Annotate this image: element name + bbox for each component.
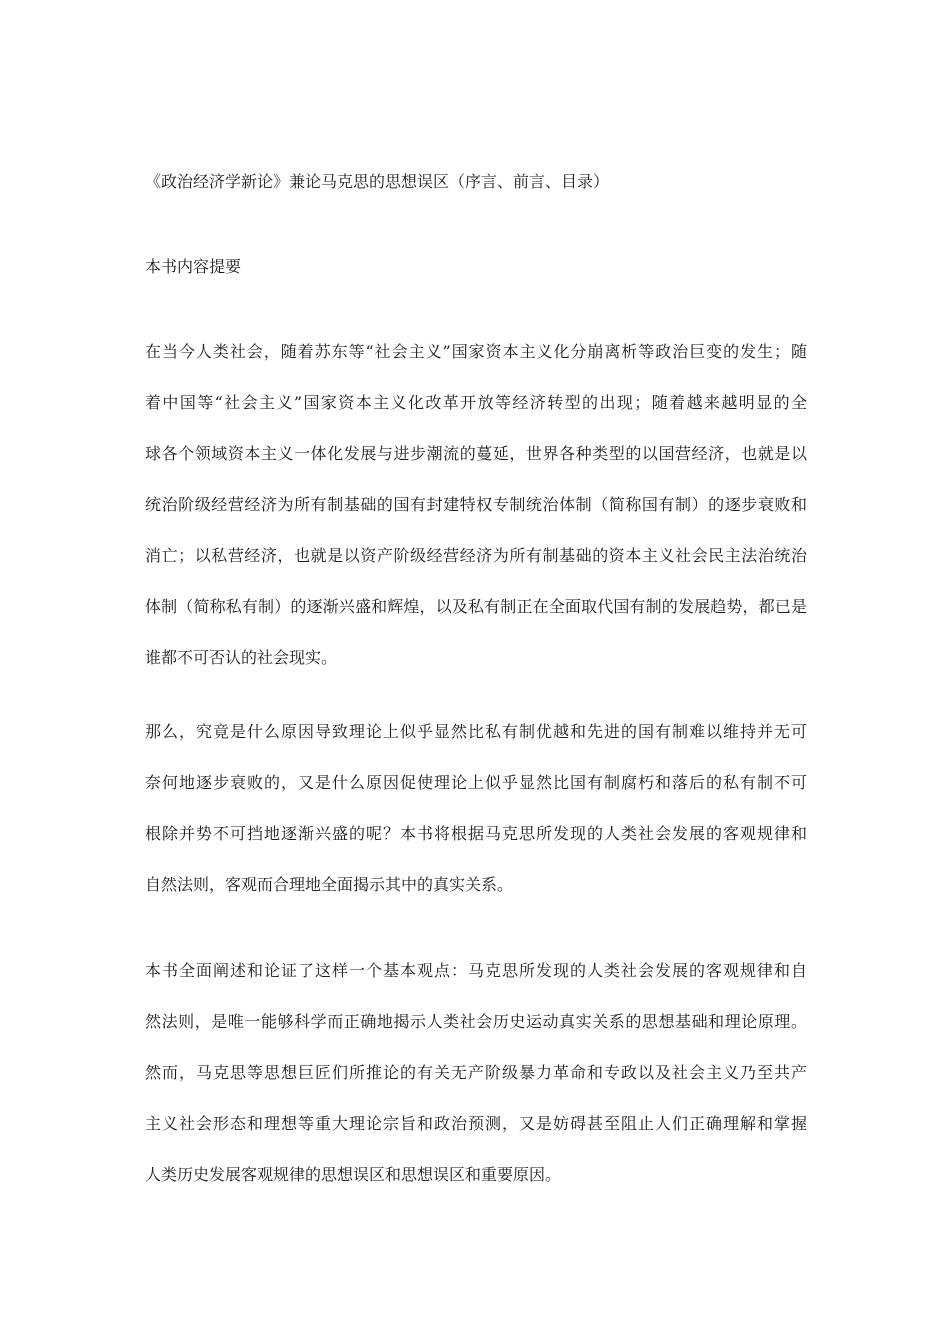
paragraph-line: 体制（简称私有制）的逐渐兴盛和辉煌，以及私有制正在全面取代国有制的发展趋势，都已是	[145, 597, 807, 616]
paragraph-line: 本书全面阐述和论证了这样一个基本观点：马克思所发现的人类社会发展的客观规律和自	[145, 961, 807, 980]
paragraph-line: 消亡；以私营经济，也就是以资产阶级经营经济为所有制基础的资本主义社会民主法治统治	[145, 546, 807, 565]
document-title: 《政治经济学新论》兼论马克思的思想误区（序言、前言、目录）	[145, 172, 610, 191]
paragraph-line: 那么，究竟是什么原因导致理论上似乎显然比私有制优越和先进的国有制难以维持并无可	[145, 722, 807, 741]
paragraph-3	[145, 961, 807, 1216]
paragraph-line: 统治阶级经营经济为所有制基础的国有封建特权专制统治体制（简称国有制）的逐步衰败和	[145, 495, 807, 514]
paragraph-line: 球各个领域资本主义一体化发展与进步潮流的蔓延，世界各种类型的以国营经济，也就是以	[145, 444, 807, 463]
paragraph-2	[145, 722, 807, 926]
paragraph-line: 主义社会形态和理想等重大理论宗旨和政治预测，又是妨碍甚至阻止人们正确理解和掌握	[145, 1114, 807, 1133]
paragraph-line: 然法则，是唯一能够科学而正确地揭示人类社会历史运动真实关系的思想基础和理论原理。	[145, 1012, 807, 1031]
paragraph-line: 奈何地逐步衰败的，又是什么原因促使理论上似乎显然比国有制腐朽和落后的私有制不可	[145, 773, 807, 792]
paragraph-line: 自然法则，客观而合理地全面揭示其中的真实关系。	[145, 875, 514, 894]
section-heading: 本书内容提要	[145, 257, 242, 276]
paragraph-line: 然而，马克思等思想巨匠们所推论的有关无产阶级暴力革命和专政以及社会主义乃至共产	[145, 1063, 807, 1082]
paragraph-1	[145, 342, 807, 699]
paragraph-line: 人类历史发展客观规律的思想误区和思想误区和重要原因。	[145, 1165, 562, 1184]
paragraph-line: 根除并势不可挡地逐渐兴盛的呢？本书将根据马克思所发现的人类社会发展的客观规律和	[145, 824, 807, 843]
paragraph-line: 谁都不可否认的社会现实。	[145, 648, 338, 667]
paragraph-line: 着中国等“社会主义”国家资本主义化改革开放等经济转型的出现；随着越来越明显的全	[145, 393, 807, 412]
paragraph-line: 在当今人类社会，随着苏东等“社会主义”国家资本主义化分崩离析等政治巨变的发生；随	[145, 342, 807, 361]
